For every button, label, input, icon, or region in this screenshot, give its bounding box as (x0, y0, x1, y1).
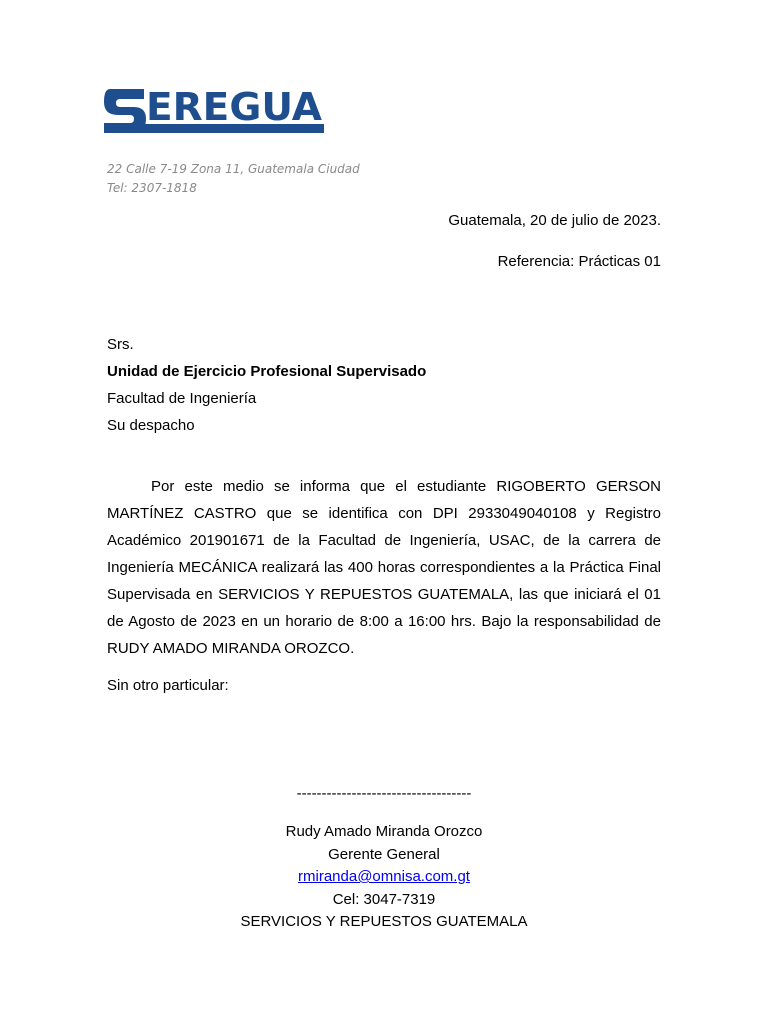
signer-name: Rudy Amado Miranda Orozco (285, 823, 483, 840)
company-address (107, 160, 360, 198)
signer-company: SERVICIOS Y REPUESTOS GUATEMALA (240, 913, 528, 930)
address-line: 22 Calle 7-19 Zona 11, Guatemala Ciudad (107, 162, 360, 176)
signer-phone: Cel: 3047-7319 (332, 890, 436, 908)
seregua-logo-icon (104, 86, 326, 134)
body-paragraph: Por este medio se informa que el estudiante RIGOBERTO GERSON MARTÍNEZ CASTRO que se identifica con DPI 2933049040108 y Registro Académico 201901671 de la Facultad de Ingeniería, USAC, de la carrera de Ingeniería MECÁNICA realizará las 400 horas correspondientes a la Práctica Final Supervisada en SERVICIOS Y REPUESTOS GUATEMALA, las que iniciará el 01 de Agosto de 2023 en un horario de 8:00 a 16:00 hrs. Bajo la responsabilidad de RUDY AMADO MIRANDA OROZCO. (107, 478, 661, 657)
letter-date: Guatemala, 20 de julio de 2023. (448, 212, 661, 229)
recipient-unit: Unidad de Ejercicio Profesional Supervisado (107, 363, 427, 380)
recipient-faculty: Facultad de Ingeniería (107, 390, 257, 407)
signer-title: Gerente General (328, 845, 440, 863)
signer-email-link[interactable]: rmiranda@omnisa.com.gt (298, 868, 470, 885)
svg-text:EREGUA: EREGUA (146, 86, 323, 129)
closing-line: Sin otro particular: (107, 677, 229, 694)
phone-line: Tel: 2307-1818 (107, 181, 197, 195)
signature-block (107, 783, 661, 934)
signature-line: ----------------------------------- (296, 785, 472, 802)
company-logo (104, 86, 326, 134)
recipient-block (107, 331, 426, 439)
recipient-office: Su despacho (107, 417, 195, 434)
salutation: Srs. (107, 336, 134, 353)
letter-reference: Referencia: Prácticas 01 (497, 253, 661, 270)
